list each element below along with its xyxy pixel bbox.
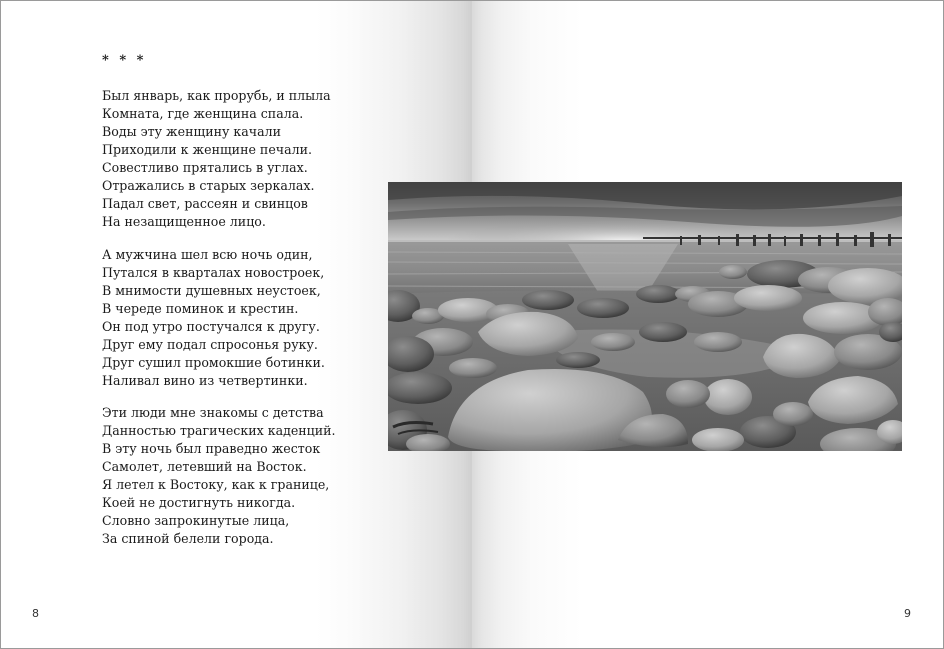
page-number-right: 9 [904, 607, 911, 620]
seashore-photo [388, 182, 902, 451]
poem-line: Воды эту женщину качали [102, 124, 281, 139]
poem-line: Я летел к Востоку, как к границе, [102, 477, 330, 492]
poem-line: Комната, где женщина спала. [102, 106, 304, 121]
poem-line: В череде поминок и крестин. [102, 300, 299, 316]
stanza-1 [102, 87, 402, 231]
poem-line: Путался в кварталах новостроек, [102, 264, 325, 280]
poem-line: Эти люди мне знакомы с детства [102, 405, 324, 420]
poem-line: Друг ему подал спросонья руку. [102, 336, 318, 352]
poem-line: На незащищенное лицо. [102, 214, 266, 229]
poem-line: Отражались в старых зеркалах. [102, 178, 315, 193]
poem-line: Приходили к женщине печали. [102, 142, 313, 157]
poem-line: Коей не достигнуть никогда. [102, 495, 296, 510]
stanza-3 [102, 404, 402, 548]
poem-line: Друг сушил промокшие ботинки. [102, 354, 325, 370]
poem-line: А мужчина шел всю ночь один, [102, 246, 313, 262]
poem-line: Был январь, как прорубь, и плыла [102, 88, 331, 103]
poem-line: В мнимости душевных неустоек, [102, 282, 321, 298]
poem-line: Словно запрокинутые лица, [102, 513, 290, 528]
poem-line: Самолет, летевший на Восток. [102, 459, 307, 474]
poem-line: Падал свет, рассеян и свинцов [102, 196, 308, 211]
poem-line: За спиной белели города. [102, 531, 274, 546]
poem-line: Он под утро постучался к другу. [102, 318, 320, 334]
poem [102, 51, 402, 563]
stanza-2 [102, 246, 402, 390]
poem-line: В эту ночь был праведно жесток [102, 441, 321, 456]
poem-line: Данностью трагических каденций. [102, 423, 336, 438]
poem-line: Наливал вино из четвертинки. [102, 372, 308, 388]
poem-asterisks: * * * [102, 53, 147, 68]
page-number-left: 8 [32, 607, 39, 620]
poem-line: Совестливо прятались в углах. [102, 160, 308, 175]
